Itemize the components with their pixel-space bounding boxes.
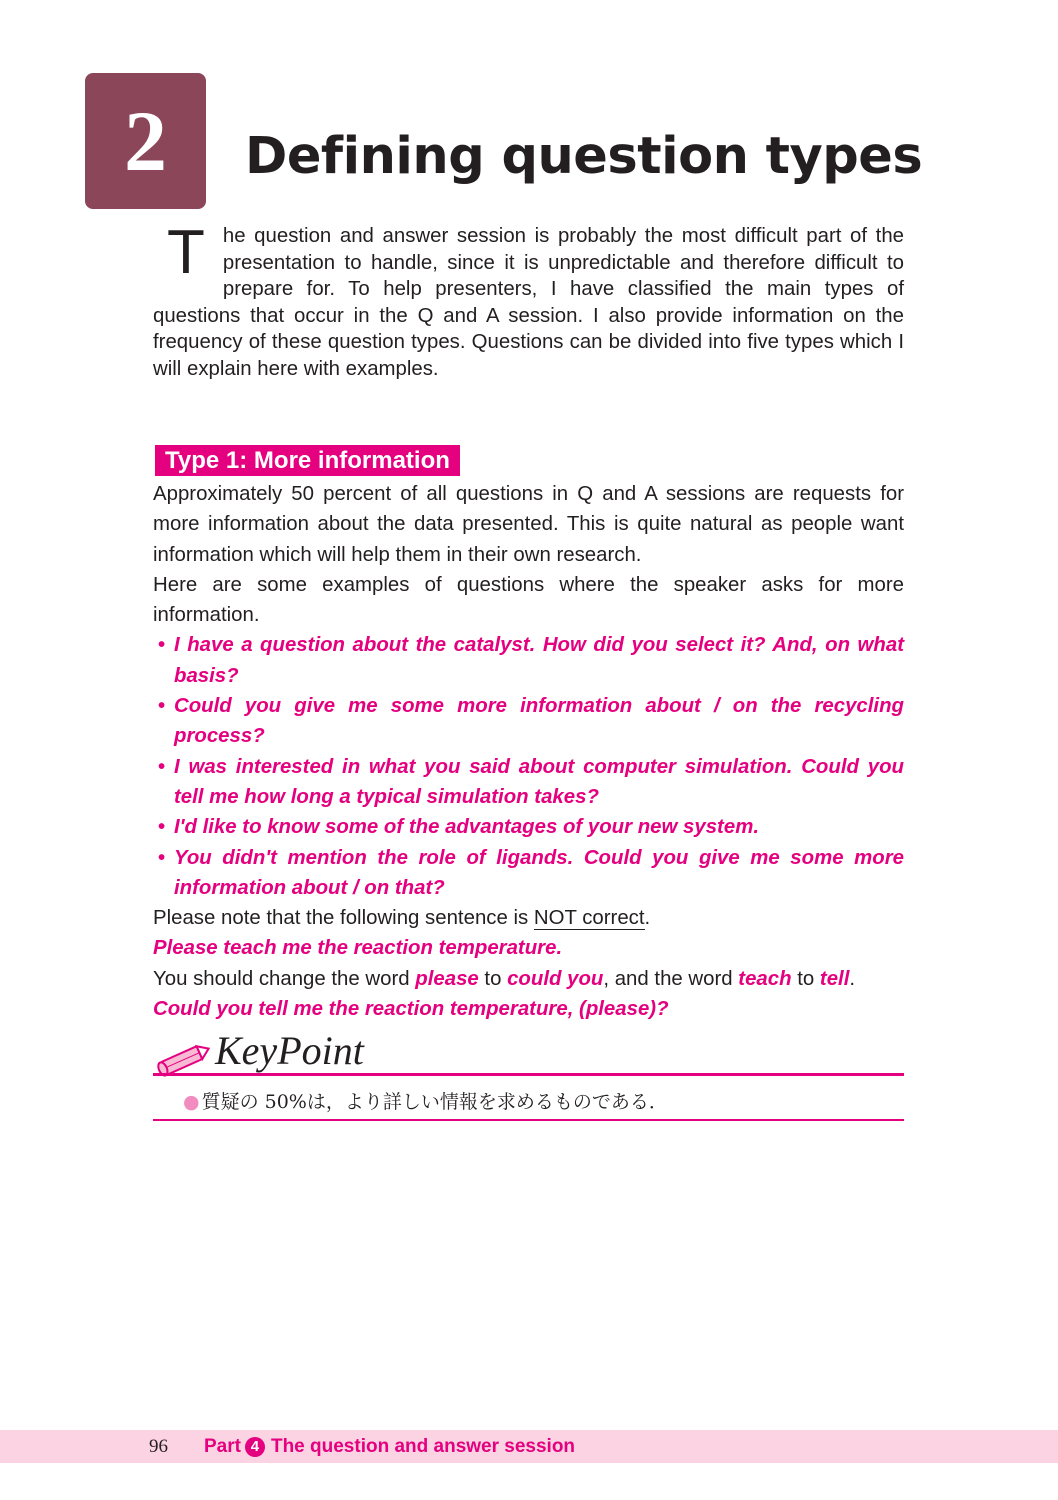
part-word: Part: [204, 1436, 241, 1457]
change-text: You should change the word: [153, 967, 416, 990]
keypoint-top-rule: [153, 1073, 904, 1076]
example-question: • I have a question about the catalyst. How did you select it? And, on what basis?: [153, 630, 904, 691]
chapter-number-box: [85, 73, 206, 209]
intro-paragraph: [153, 218, 904, 383]
type1-paragraph-2: Here are some examples of questions where the speaker asks for more information.: [153, 573, 904, 627]
type1-paragraph-1: Approximately 50 percent of all questions in Q and A sessions are requests for more information about the data presented. This is quite natural as people want information which will help them in their own research.: [153, 483, 904, 566]
section-heading-type1: Type 1: More information: [155, 445, 460, 476]
keypoint-bottom-rule: [153, 1119, 904, 1121]
example-question-list: [153, 630, 904, 903]
footer-part-label: [204, 1436, 575, 1458]
page-footer: [0, 1430, 1058, 1463]
keypoint-box: [153, 1028, 904, 1123]
change-text: , and the word: [603, 967, 739, 990]
footer-section-title: The question and answer session: [270, 1436, 576, 1457]
keypoint-title: KeyPoint: [215, 1028, 364, 1073]
correct-example: Could you tell me the reaction temperature, (please)?: [153, 998, 669, 1021]
note-prefix: Please note that the following sentence is: [153, 907, 534, 930]
intro-text: he question and answer session is probably the most difficult part of the presentation to handle, since it is unpredictable and therefore difficult to prepare for. To help presenters, I have classified the main types of questions that occur in the Q and A session. I also provide information on the frequency of these question types. Questions can be divided into five types which I will explain here with examples.: [153, 225, 904, 380]
change-instruction: [153, 964, 904, 994]
example-question: • I was interested in what you said about computer simulation. Could you tell me how long a typical simulation takes?: [153, 752, 904, 813]
change-text: to: [791, 967, 820, 990]
change-text: to: [478, 967, 508, 990]
chapter-number: 2: [124, 93, 167, 189]
example-question: • I'd like to know some of the advantages of your new system.: [153, 812, 904, 842]
keypoint-bullet-icon: ●: [183, 1091, 200, 1113]
drop-cap: T: [167, 218, 205, 287]
change-word: please: [415, 967, 479, 990]
note-suffix: .: [644, 907, 651, 930]
example-question: • Could you give me some more information about / on the recycling process?: [153, 691, 904, 752]
page-title: Defining question types: [245, 127, 923, 186]
change-word: could you: [507, 967, 604, 990]
part-number-badge: 4: [245, 1437, 265, 1457]
incorrect-example: Please teach me the reaction temperature.: [153, 937, 563, 960]
keypoint-text: 質疑の 50%は，より詳しい情報を求めるものである．: [201, 1091, 668, 1113]
change-text: .: [849, 967, 856, 990]
example-question: • You didn't mention the role of ligands. Could you give me some more information about / on that?: [153, 843, 904, 904]
change-word: tell: [819, 967, 850, 990]
type1-content: [153, 479, 904, 1024]
keypoint-text-line: [183, 1087, 668, 1114]
correction-note: [153, 903, 904, 933]
page-number: 96: [149, 1436, 168, 1457]
note-underlined: NOT correct: [533, 907, 645, 930]
change-word: teach: [738, 967, 792, 990]
